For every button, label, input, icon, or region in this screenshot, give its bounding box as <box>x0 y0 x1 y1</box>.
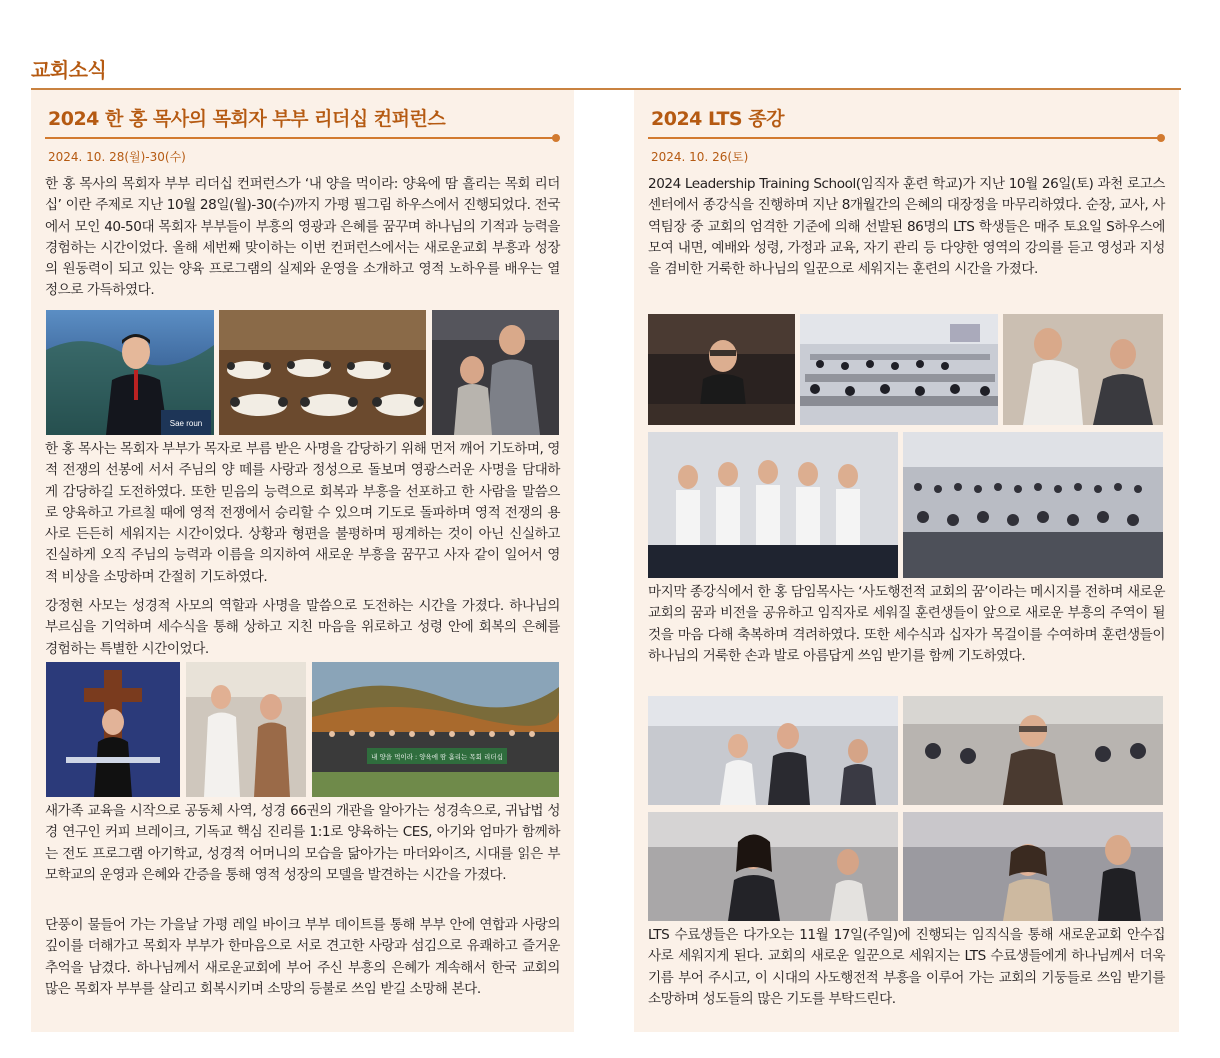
photo-foot-washing <box>186 662 306 797</box>
article-paragraph: 단풍이 물들어 가는 가을날 가평 레일 바이크 부부 데이트를 통해 부부 안에 연합과 사랑의 깊이를 더해가고 목회자 부부가 한마음으로 서로 견고한 사랑과 섬김으로 유쾌하고 즐거운 추억을 남겼다. 하나님께서 새로운교회에 부어 주신 부흥의 은혜가 계속해서 한국 교회의 많은 목회자 부부를 살리고 회복시키며 소망의 등불로 쓰임 받길 소망해 본다. <box>45 917 560 997</box>
banner-text: 내 양을 먹이라 : 양육에 땀 흘리는 목회 리더십 <box>371 753 503 761</box>
title-divider <box>45 137 558 139</box>
photo-lts-smiling-couple <box>903 812 1163 921</box>
article-date: 2024. 10. 26(토) <box>651 150 749 164</box>
article-title: 2024 LTS 종강 <box>651 108 784 130</box>
photo-lts-foot-washing <box>1003 314 1163 425</box>
photo-prayer-couple <box>432 310 559 435</box>
title-divider-dot <box>552 134 560 142</box>
photo-lts-prayer-1 <box>648 696 898 805</box>
photo-lts-crowd-hall <box>903 432 1163 578</box>
photo-lts-worship-woman <box>648 812 898 921</box>
photo-lts-hall-worship <box>800 314 998 425</box>
article-paragraph: 2024 Leadership Training School(임직자 훈련 학교)가 지난 10월 26일(토) 과천 로고스센터에서 종강식을 진행하며 지난 8개월간의 은혜의 대장정을 마무리하였다. 순장, 교사, 사역팀장 중 교회의 엄격한 기준에 의해 선발된 86명의 LTS 학생들은 매주 토요일 S하우스에 모여 내면, 예배와 성령, 가정과 교육, 자기 관리 등 다양한 영역의 강의를 듣고 영성과 지성을 겸비한 거룩한 하나님의 일꾼으로 세워지는 훈련의 시간을 가졌다. <box>648 176 1165 278</box>
article-leadership-conference <box>31 90 574 1032</box>
article-paragraph: 새가족 교육을 시작으로 공동체 사역, 성경 66권의 개관을 알아가는 성경속으로, 귀납법 성경 연구인 커피 브레이크, 기독교 핵심 진리를 1:1로 양육하는 CES, 아기와 엄마가 함께하는 전도 프로그램 아기학교, 성경적 어머니의 모습을 닮아가는 마더와이즈, 시대를 읽은 부모학교의 운영과 은혜와 간증을 통해 영적 성장의 모델을 발견하는 시간을 가졌다. <box>45 803 560 883</box>
title-divider <box>648 137 1163 139</box>
article-paragraph: 마지막 종강식에서 한 홍 담임목사는 ‘사도행전적 교회의 꿈’이라는 메시지를 전하며 새로운 교회의 꿈과 비전을 공유하고 임직자로 세워질 훈련생들이 앞으로 새로운 부흥의 주역이 될 것을 마음 다해 축복하며 격려하였다. 또한 세수식과 십자가 목걸이를 수여하며 훈련생들이 하나님의 거룩한 손과 발로 아름답게 쓰임 받기를 함께 기도하였다. <box>648 584 1165 664</box>
article-paragraph: 한 홍 목사의 목회자 부부 리더십 컨퍼런스가 ‘내 양을 먹이라: 양육에 땀 흘리는 목회 리더십’ 이란 주제로 지난 10월 28일(월)-30(수)까지 가평 필그림 하우스에서 진행되었다. 전국에서 모인 40-50대 목회자 부부들이 부흥의 영광과 은혜를 꿈꾸며 하나님의 기적과 능력을 경험하는 시간이었다. 올해 세번째 맞이하는 이번 컨퍼런스에서는 새로운교회 부흥과 성장의 원동력이 되고 있는 양육 프로그램의 실제와 운영을 소개하고 영적 노하우를 배우는 열정으로 가득하였다. <box>45 176 560 299</box>
photo-pastor-speaking <box>46 310 214 435</box>
photo-lts-prayer-2 <box>903 696 1163 805</box>
podium-sign: Sae roun <box>169 419 203 428</box>
article-paragraph: 강정현 사모는 성경적 사모의 역할과 사명을 말씀으로 도전하는 시간을 가졌다. 하나님의 부르심을 기억하며 세수식을 통해 상하고 지친 마음을 위로하고 성령 안에 회복의 은혜를 경험하는 특별한 시간이었다. <box>45 598 560 657</box>
section-label: 교회소식 <box>31 58 107 82</box>
article-paragraph: 한 홍 목사는 목회자 부부가 목자로 부름 받은 사명을 감당하기 위해 먼저 깨어 기도하며, 영적 전쟁의 선봉에 서서 주님의 양 떼를 사랑과 정성으로 돌보며 영광스러운 사명을 담대하게 감당하길 도전하였다. 또한 믿음의 능력으로 회복과 부흥을 선포하고 한 사람을 말씀으로 양육하고 가르칠 때에 영적 전쟁에서 승리할 수 있으며 기도로 돌파하며 영적 전쟁의 용사로 든든히 세워지는 시간이었다. 상황과 형편을 불평하며 핑계하는 것이 아닌 신실하고 진실하게 오직 주님의 능력과 이름을 의지하여 새로운 부흥을 꿈꾸고 사자 같이 일어서 영적 비상을 소망하며 간절히 기도하였다. <box>45 441 560 585</box>
photo-lts-leaders-line <box>648 432 898 578</box>
article-lts-closing <box>634 90 1179 1032</box>
article-title: 2024 한 홍 목사의 목회자 부부 리더십 컨퍼런스 <box>48 108 446 130</box>
photo-lts-pastor <box>648 314 795 425</box>
article-date: 2024. 10. 28(월)-30(수) <box>48 150 186 164</box>
photo-group-outdoor <box>312 662 559 797</box>
article-paragraph: LTS 수료생들은 다가오는 11월 17일(주일)에 진행되는 임직식을 통해 새로운교회 안수집사로 세워지게 된다. 교회의 새로운 일꾼으로 세워지는 LTS 수료생들에게 하나님께서 더욱 기름 부어 주시고, 이 시대의 사도행전적 부흥을 이루어 가는 교회의 기둥들로 쓰임 받기를 소망하며 성도들의 많은 기도를 부탁드린다. <box>648 927 1165 1007</box>
title-divider-dot <box>1157 134 1165 142</box>
photo-speaker-cross <box>46 662 180 797</box>
photo-conference-hall <box>219 310 426 435</box>
